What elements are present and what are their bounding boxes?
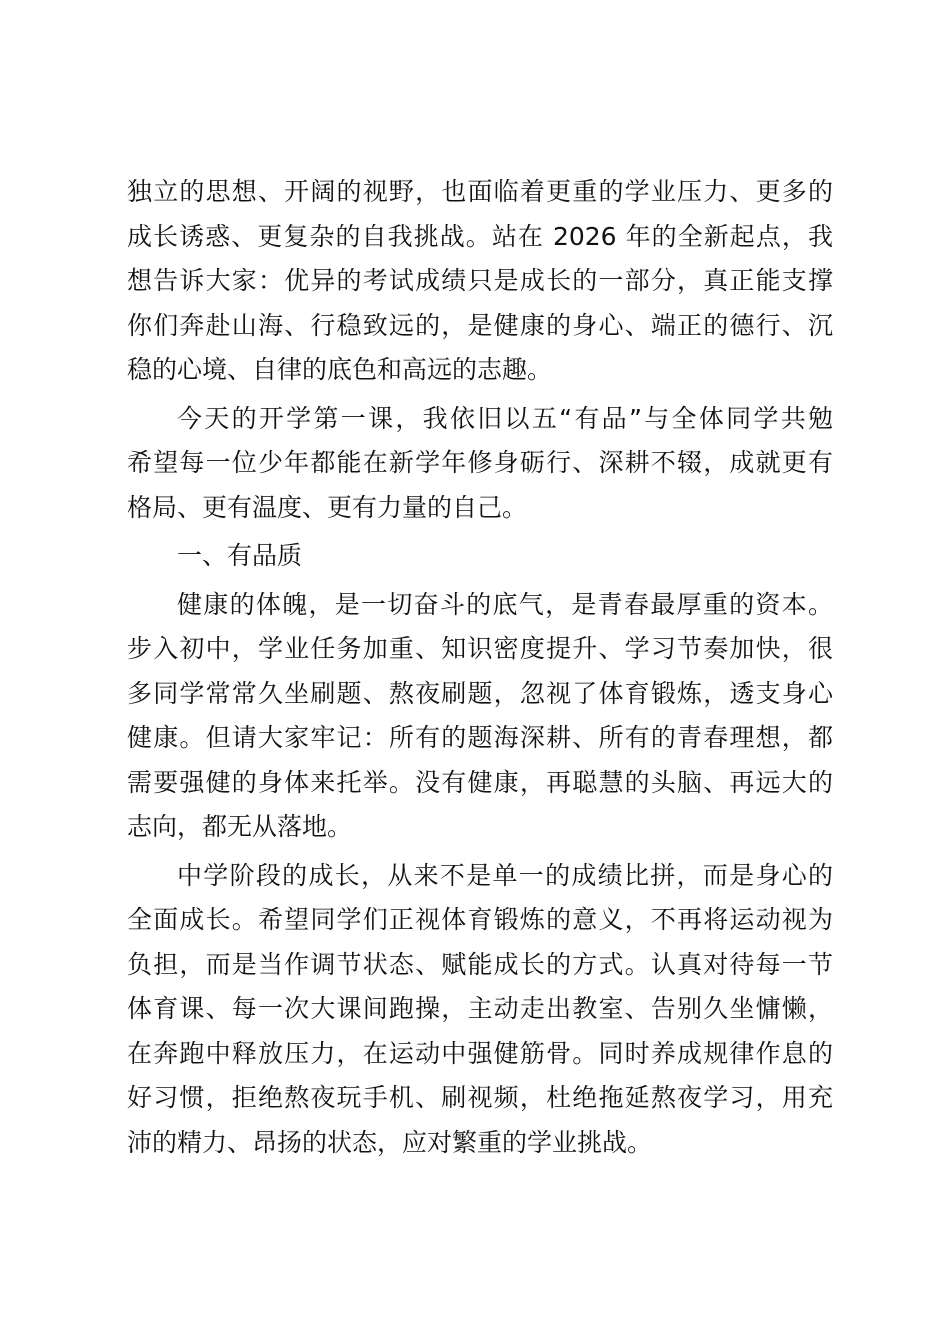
- text-line: 多同学常常久坐刷题、熬夜刷题，忽视了体育锻炼，透支身心: [127, 678, 833, 708]
- text-line: 需要强健的身体来托举。没有健康，再聪慧的头脑、再远大的: [127, 767, 833, 797]
- text-line: 格局、更有温度、更有力量的自己。: [127, 492, 528, 522]
- text-line: 步入初中，学业任务加重、知识密度提升、学习节奏加快，很: [127, 634, 833, 663]
- text-line: 今天的开学第一课，我依旧以五“有品”与全体同学共勉: [177, 403, 833, 433]
- text-line: 稳的心境、自律的底色和高远的志趣。: [127, 355, 553, 384]
- text-line: 独立的思想、开阔的视野，也面临着更重的学业压力、更多的: [127, 177, 833, 206]
- text-line: 志向，都无从落地。: [127, 812, 353, 841]
- text-line: 健康的体魄，是一切奋斗的底气，是青春最厚重的资本。: [177, 589, 833, 619]
- text-line: 成长诱惑、更复杂的自我挑战。站在 2026 年的全新起点，我: [127, 221, 833, 251]
- paragraph-2: [127, 397, 833, 531]
- document-body: [127, 170, 833, 1169]
- text-line: 健康。但请大家牢记：所有的题海深耕、所有的青春理想，都: [127, 723, 833, 752]
- text-line: 体育课、每一次大课间跑操，主动走出教室、告别久坐慵懒，: [127, 994, 833, 1023]
- text-line: 好习惯，拒绝熬夜玩手机、刷视频，杜绝拖延熬夜学习，用充: [127, 1083, 833, 1112]
- text-line: 沛的精力、昂扬的状态，应对繁重的学业挑战。: [127, 1127, 653, 1157]
- text-line: 在奔跑中释放压力，在运动中强健筋骨。同时养成规律作息的: [127, 1038, 833, 1068]
- text-line: 全面成长。希望同学们正视体育锻炼的意义，不再将运动视为: [127, 905, 833, 934]
- text-line: 想告诉大家：优异的考试成绩只是成长的一部分，真正能支撑: [127, 266, 833, 295]
- paragraph-3: [127, 583, 833, 850]
- text-line: 负担，而是当作调节状态、赋能成长的方式。认真对待每一节: [127, 949, 833, 979]
- text-line: 你们奔赴山海、行稳致远的，是健康的身心、端正的德行、沉: [127, 310, 833, 340]
- paragraph-4: [127, 854, 833, 1166]
- section-heading: [127, 534, 833, 579]
- text-line: 中学阶段的成长，从来不是单一的成绩比拼，而是身心的: [177, 860, 833, 890]
- heading-text: 一、有品质: [177, 541, 303, 570]
- text-line: 希望每一位少年都能在新学年修身砺行、深耕不辍，成就更有: [127, 448, 833, 477]
- paragraph-1: [127, 170, 833, 393]
